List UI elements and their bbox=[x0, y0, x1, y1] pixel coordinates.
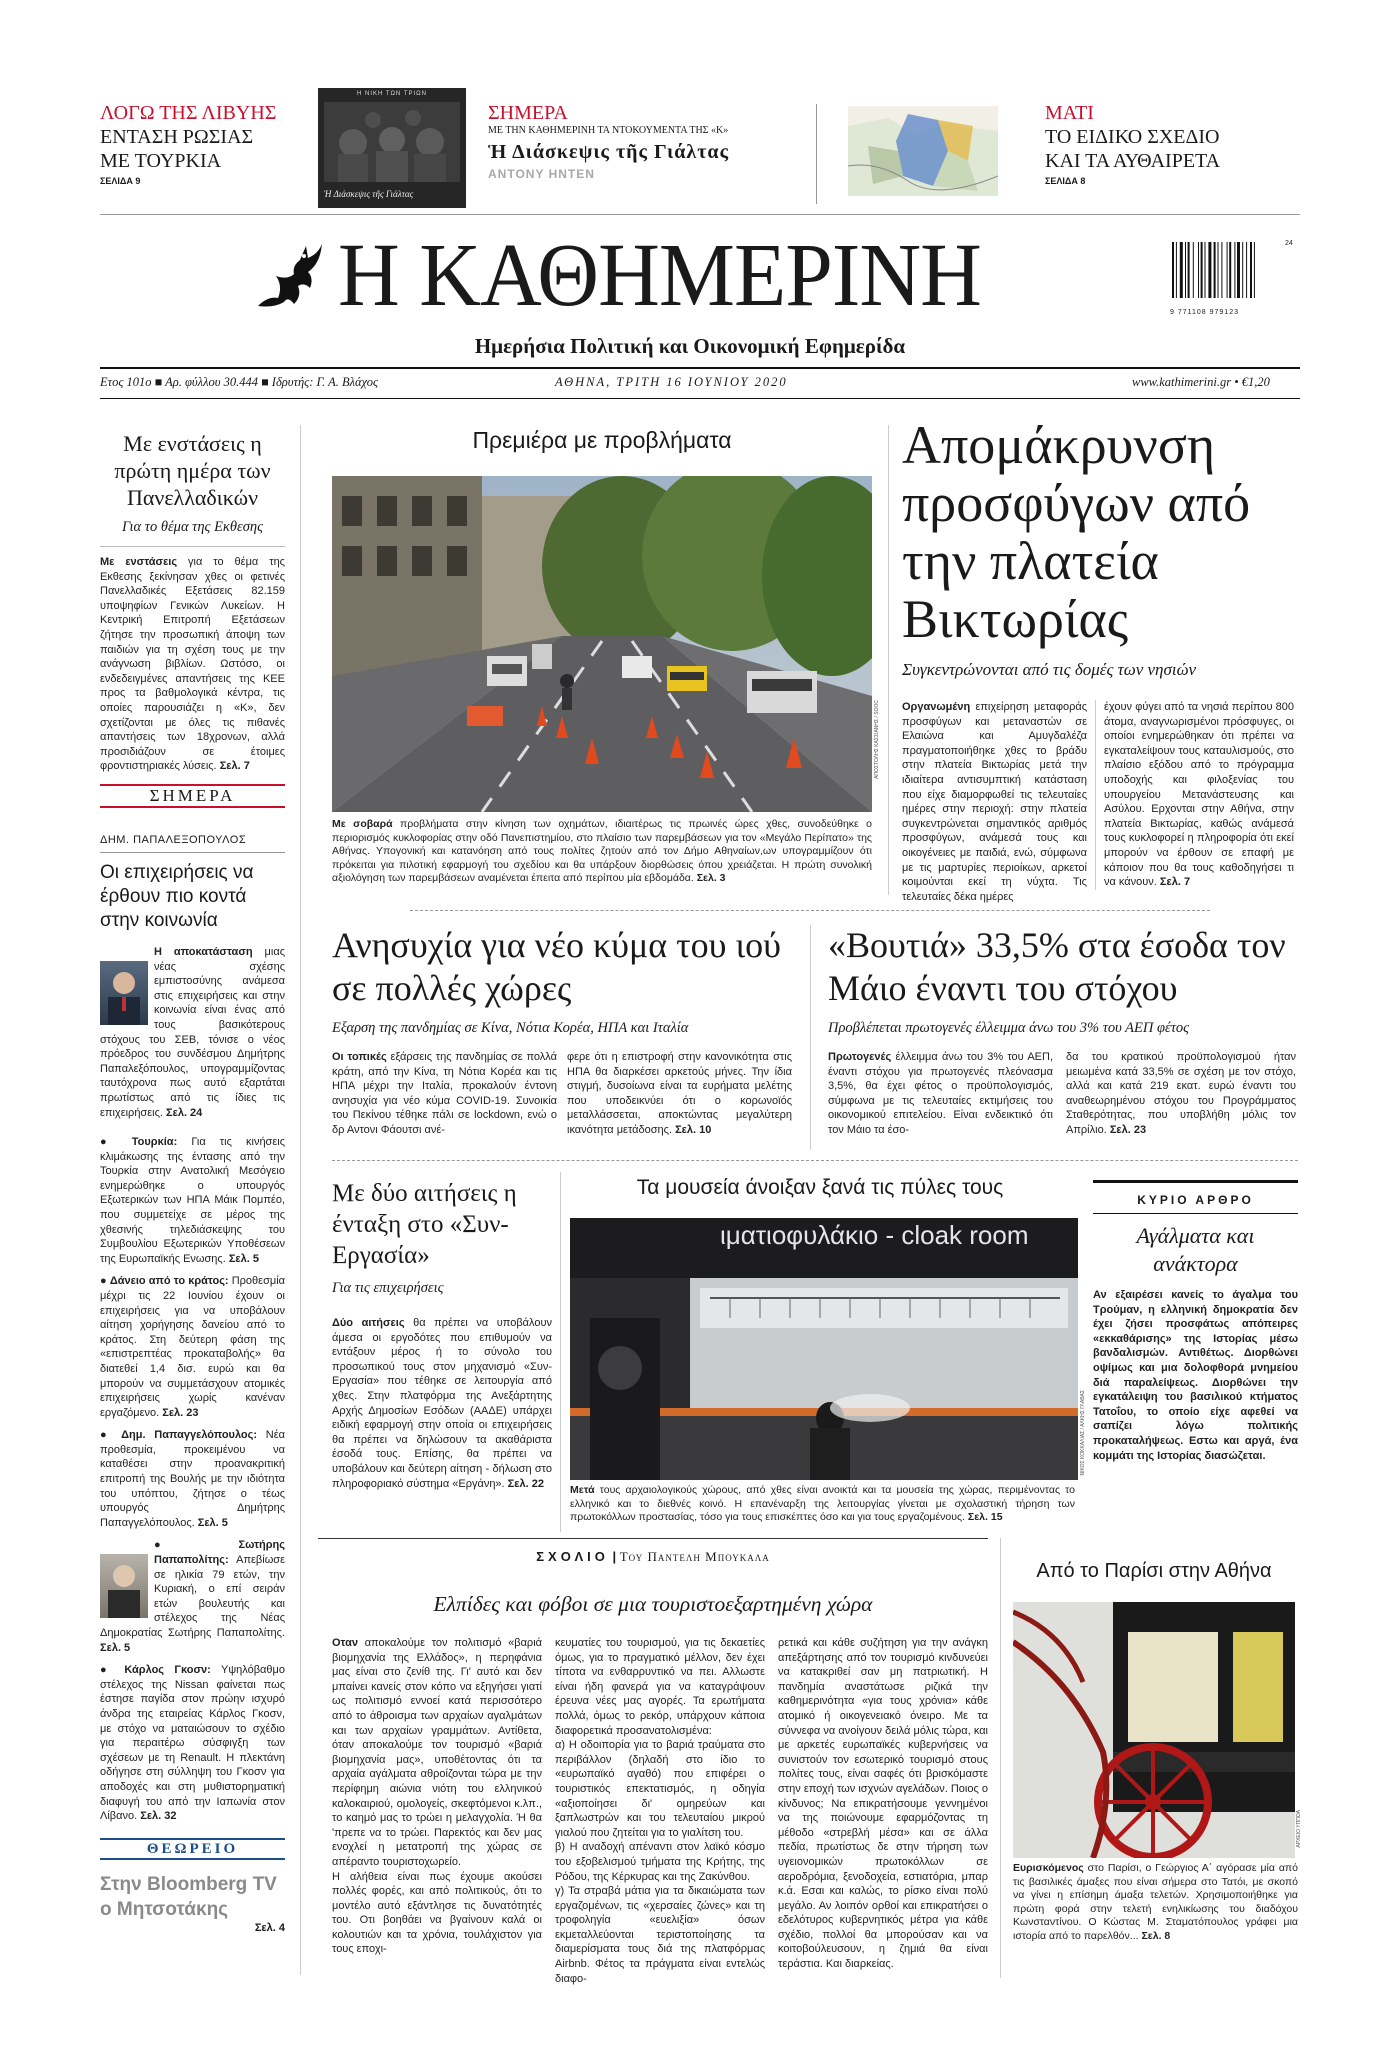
book-cover-top-text: Η ΝΙΚΗ ΤΩΝ ΤΡΙΩΝ bbox=[357, 91, 427, 97]
synergasia-body: Δύο αιτήσεις θα πρέπει να υποβάλουν άμεσα οι εργοδότες που επιθυμούν να εντάξουν μέρος ή το σύνολο του προσωπικού τους στον μηχανισμό «Συν-Εργασία» που τέθηκε σε λειτουργία από χθες. Στην πλατφόρμα της Ανεξάρτητης Αρχής Δημοσίων Εσόδων (ΑΑΔΕ) υπάρχει ειδική εφαρμογή στην οποία οι επιχειρήσεις θα πρέπει να δηλώσουν τα ακαθάριστα έσοδά τους. Επίσης, θα πρέπει να υποβάλουν και δεύτερη αίτηση - δήλωση στο πληροφοριακό σύστημα «Εργάνη». Σελ. 22 bbox=[332, 1317, 552, 1490]
barcode-bar bbox=[1218, 242, 1219, 298]
barcode-bar bbox=[1193, 242, 1194, 298]
barcode-bar bbox=[1250, 242, 1252, 298]
teaser-line: ΚΑΙ ΤΑ ΑΥΘΑΙΡΕΤΑ bbox=[1045, 150, 1221, 172]
theorio-label: ΘΕΩΡΕΙΟ bbox=[146, 1841, 239, 1857]
column-divider bbox=[300, 425, 301, 1975]
story-deck: Για το θέμα της Εκθεσης bbox=[122, 519, 263, 535]
story-headline: Οι επιχειρήσεις να έρθουν πιο κοντά στην κοινωνία bbox=[100, 862, 254, 931]
scholio-author: Του Παντελη Μπουκαλα bbox=[619, 1549, 770, 1564]
section-divider bbox=[332, 1160, 1298, 1161]
masthead-subtitle: Ημερήσια Πολιτική και Οικονομική Εφημερίδα bbox=[474, 334, 906, 358]
cloakroom-sign: ιματιοφυλάκιο - cloak room bbox=[720, 1220, 1029, 1250]
museums-kicker: Τα μουσεία άνοιξαν ξανά τις πύλες τους bbox=[636, 1176, 1004, 1199]
column-divider bbox=[888, 425, 889, 895]
story-body: Η αποκατάσταση μιας νέας σχέσης εμπιστοσύνης ανάμεσα στις επιχειρήσεις και στην κοινωνία είναι ένας από τους βασικότερους στόχους του ΣΕΒ, τόνισε ο νέος πρόεδρος του συνδέσμου Δημήτρης Παπαλεξόπουλος, υπογραμμίζοντας ταυτόχρονα πως αυτό εξαρτάται πρωτίστως από τις ίδιες τις επιχειρήσεις. Σελ. 24 bbox=[100, 946, 285, 1119]
virus-body-col1: Οι τοπικές εξάρσεις της πανδημίας σε πολλά κράτη, από την Κίνα, τη Νότια Κορέα και τις ΗΠΑ μέχρι την Ιταλία, προκαλούν έντονη ανησυχία για νέο κύμα COVID-19. Συνοικία του Πεκίνου τέθηκε πάλι σε lockdown, ενώ ο δρ Αντονι Φάουτσι ανέ- bbox=[332, 1051, 558, 1136]
papapolitis-photo bbox=[100, 1554, 148, 1618]
lead-body-col1: Οργανωμένη επιχείρηση μεταφοράς προσφύγων και μεταναστών σε Ελαιώνα και Αμυγδαλέζα πραγματοποιήθηκε χθες το βράδυ στην πλατεία Βικτωρίας μετά την ιδιαίτερα αντισυμπτική κατάσταση που είχε διαμορφωθεί τις τελευταίες ημέρες στην περιοχή: στην πλατεία συγκεντρώνεται σημαντικός αριθμός προσφύγων, ανάμεσά τους και οικογένειες με παιδιά, ενώ, σύμφωνα με τις μαρτυρίες περιοίκων, αρκετοί κοιμούνται εκεί τη νύχτα. Τις τελευταίες δέκα ημέρες bbox=[902, 701, 1087, 903]
teaser-author: ANTONY HNTEN bbox=[488, 167, 595, 181]
top-rule bbox=[100, 214, 1300, 215]
simera-label: ΣΗΜΕΡΑ bbox=[149, 786, 236, 805]
barcode-bar bbox=[1205, 242, 1206, 298]
bullets-list bbox=[100, 1135, 285, 1824]
virus-body-col2: φερε ότι η επιστροφή στην κανονικότητα στις ΗΠΑ θα διαρκέσει αρκετούς μήνες. Την ίδια στιγμή, δυσοίωνα είναι τα ευρήματα μελέτης που υποδεικνύει ότι ο κορωνοϊός μεταλλάσσεται, αποκτώντας μεγαλύτερη ικανότητα μετάδοσης. Σελ. 10 bbox=[567, 1051, 792, 1136]
teaser-kicker: ΜΑΤΙ bbox=[1045, 102, 1094, 124]
photo-credit: ΑΡΧΕΙΟ ΥΠΠΟΑ bbox=[1296, 1810, 1302, 1848]
teaser-yalta[interactable] bbox=[488, 102, 818, 202]
dateline-center: ΑΘΗΝΑ, ΤΡΙΤΗ 16 ΙΟΥΝΙΟΥ 2020 bbox=[555, 375, 788, 389]
photo-credit: ΑΠΟΣΤΟΛΗΣ ΚΑΣΣΙΑΝΗΣ / SOOC bbox=[874, 700, 880, 779]
scholio-body-col2: κευματίες του τουρισμού, για τις δεκαετίες όμως, για το πραγματικό μέλλον, δεν έχει τίποτα να ενθαρρυντικό να πει. Αλλωστε είναι ήδη φανερά για να καταγράψουν έρευνα νέες μας αγορές. Τα ερωτήματα πολλά, όμως το ρεκόρ, υπάρχουν κάποια διαφορετικά προσανατολισμένα: α) Η οδοιπορία για το βαριά τραύματα στο περιβάλλον (δηλαδή στο ίδιο το «ευρωπαϊκό αγαθό) που επιφέρει ο τουριστικός επεκτατισμός, η οδηγία «αξιοποίησει δι' ομηρεύων και ξαπλωστρών και του τελευταίου μικρού γιαλού που ζητείται για το γιαλίτση του. β) Η αναδοχή απέναντι στον λαϊκό κόσμο του εξοβελισμού τμήματα της Κρήτης, της Ρόδου, της Κέρκυρας και της Ζακύνθου. γ) Τα στραβά μάτια για τα δικαιώματα των εργαζομένων, τις «χερσαίες ζώνες» και τη τροφοληγία «ευελιξία» όσων εκμεταλλεύονται τεριστοποίησης τα διαμερίσματα τους διά της πλατφόρμας Airbnb. Φέτος τα πράγματα είναι εντελώς διαφο- bbox=[555, 1637, 765, 1985]
teaser-page: ΣΕΛΙΔΑ 9 bbox=[100, 176, 141, 186]
barcode-bar bbox=[1208, 242, 1211, 298]
street-photo-image bbox=[332, 476, 872, 812]
barcode bbox=[1170, 242, 1298, 316]
phoenix-logo-icon bbox=[248, 236, 328, 316]
dateline-right: www.kathimerini.gr • €1,20 bbox=[1132, 375, 1270, 389]
teaser-mati[interactable] bbox=[1045, 102, 1285, 197]
photo-kicker: Πρεμιέρα με προβλήματα bbox=[472, 427, 732, 453]
map-image bbox=[848, 106, 998, 196]
synergasia-headline: Με δύο αιτήσεις η ένταξη στο «Συν-Εργασία» bbox=[332, 1180, 517, 1269]
editorial-headline: Αγάλματα και ανάκτορα bbox=[1136, 1223, 1255, 1276]
revenue-body-col2: δα του κρατικού προϋπολογισμού ήταν μειωμένα κατά 33,5% σε σχέση με τον στόχο, αλλά και κατά 219 εκατ. ευρώ έναντι του αναθεωρημένου στόχου του Προγράμματος Σταθερότητας, που υποβλήθη μόλις τον Απρίλιο. Σελ. 23 bbox=[1066, 1051, 1296, 1136]
barcode-bar bbox=[1246, 242, 1247, 298]
revenue-headline: «Βουτιά» 33,5% στα έσοδα τον Μάιο έναντι του στόχου bbox=[828, 925, 1286, 1008]
barcode-bar bbox=[1227, 242, 1228, 298]
teaser-line: ΕΝΤΑΣΗ ΡΩΣΙΑΣ bbox=[100, 126, 254, 148]
book-cover-title: Ἡ Διάσκεψις τῆς Γιάλτας bbox=[324, 189, 414, 199]
barcode-bar bbox=[1229, 242, 1231, 298]
column-divider bbox=[1095, 700, 1096, 890]
barcode-bar bbox=[1185, 242, 1186, 298]
section-divider bbox=[410, 910, 1210, 911]
story-headline: Με ενστάσεις η πρώτη ημέρα των Πανελλαδικών bbox=[114, 431, 271, 510]
virus-deck: Εξαρση της πανδημίας σε Κίνα, Νότια Κορέα, ΗΠΑ και Ιταλία bbox=[332, 1020, 689, 1036]
bullet-item[interactable]: ● Δημ. Παπαγγελόπουλος: Νέα προθεσμία, προκειμένου να καταθέσει στην προανακριτική επιτροπή της Βουλής με την ιδιότητα του υπόπτου, ζήτησε ο τέως υπουργός Δημήτρης Παπαγγελόπουλος. Σελ. 5 bbox=[100, 1429, 286, 1529]
theorio-page: Σελ. 4 bbox=[254, 1922, 285, 1934]
scholio-headline: Ελπίδες και φόβοι σε μια τουριστοεξαρτημένη χώρα bbox=[433, 1592, 873, 1616]
barcode-image bbox=[1170, 242, 1298, 304]
story-sev[interactable] bbox=[100, 834, 285, 1120]
barcode-bar bbox=[1214, 242, 1216, 298]
barcode-bar bbox=[1234, 242, 1235, 298]
barcode-bar bbox=[1254, 242, 1255, 298]
teaser-page: ΣΕΛΙΔΑ 8 bbox=[1045, 176, 1086, 186]
paris-caption: Ευρισκόμενος στο Παρίσι, ο Γεώργιος Α΄ αγόρασε μία από τις βασιλικές άμαξες που είναι σήμερα στο Τατόι, με σκοπό να γίνει η επίσημη άμαξα τελετών. Χρησιμοποιήθηκε για πρώτη φορά στην τελετή ενηλικίωσης του διαδόχου Κωνσταντίνου. Ο Κώστας Μ. Σταματόπουλος γράφει μια ιστορία από το παρελθόν... Σελ. 8 bbox=[1013, 1862, 1298, 1942]
lead-headline: Απομάκρυνση προσφύγων από την πλατεία Βικτωρίας bbox=[902, 415, 1251, 649]
photo-credit: ΝΙΚΟΣ ΚΟΚΚΑΛΙΑΣ / ΑΛΚΗΣ ΓΛΑΒΑΣ bbox=[1080, 1390, 1086, 1476]
paris-kicker: Από το Παρίσι στην Αθήνα bbox=[1036, 1560, 1272, 1582]
barcode-issue: 24 bbox=[1285, 240, 1293, 247]
bullet-item[interactable]: ● Δάνειο από το κράτος: Προθεσμία μέχρι τις 22 Ιουνίου έχουν οι επιχειρήσεις για να υποβάλουν αίτηση χορήγησης δανείου από το κράτος. Στη δεύτερη φάση της «επιστρεπτέας προκαταβολής» θα διατεθεί 1,4 δισ. ευρώ και θα μπορούν να συμμετάσχουν ατομικές επιχειρήσεις χωρίς κανέναν εργαζόμενο. Σελ. 23 bbox=[100, 1275, 285, 1419]
dateline-rule-bottom bbox=[100, 398, 1300, 399]
barcode-bar bbox=[1180, 242, 1183, 298]
barcode-bar bbox=[1221, 242, 1222, 298]
story-byline: ΔΗΜ. ΠΑΠΑΛΕΞΟΠΟΥΛΟΣ bbox=[100, 834, 247, 846]
masthead-title: Η ΚΑΘΗΜΕΡΙΝΗ bbox=[338, 226, 981, 325]
yalta-book-cover[interactable] bbox=[318, 88, 466, 208]
teaser-libya[interactable] bbox=[100, 102, 300, 197]
lead-deck: Συγκεντρώνονται από τις δομές των νησιών bbox=[902, 660, 1196, 679]
editorial-box[interactable] bbox=[1093, 1180, 1298, 1520]
column-divider bbox=[1000, 1538, 1001, 1978]
museum-photo[interactable] bbox=[570, 1218, 1078, 1480]
barcode-bar bbox=[1242, 242, 1243, 298]
bullet-item[interactable]: ● Τουρκία: Για τις κινήσεις κλιμάκωσης της έντασης από την Τουρκία στην Ανατολική Μεσόγειο ενημερώθηκε ο υπουργός Εξωτερικών των ΗΠΑ Μάικ Πομπέο, που συμμετείχε σε μέρος της χθεσινής τηλεδιάσκεψης του Συμβουλίου Εξωτερικών Υποθέσεων της Ευρωπαϊκής Ενωσης. Σελ. 5 bbox=[100, 1136, 285, 1265]
barcode-bar bbox=[1237, 242, 1240, 298]
divider bbox=[816, 104, 817, 204]
mati-map[interactable] bbox=[848, 106, 998, 196]
barcode-bar bbox=[1188, 242, 1190, 298]
divider bbox=[1093, 1213, 1298, 1214]
column-divider bbox=[560, 1172, 561, 1532]
portrait-image bbox=[100, 961, 148, 1025]
barcode-bar bbox=[1172, 242, 1174, 298]
carriage-photo-image bbox=[1013, 1602, 1295, 1858]
masthead-logo-icon bbox=[248, 236, 328, 316]
barcode-bar bbox=[1198, 242, 1199, 298]
column-divider bbox=[810, 925, 811, 1150]
teaser-line: ΤΟ ΕΙΔΙΚΟ ΣΧΕΔΙΟ bbox=[1045, 126, 1220, 148]
dateline-rule-top bbox=[100, 367, 1300, 369]
theorio-headline: Στην Bloomberg TV ο Μητσοτάκης bbox=[100, 1874, 277, 1920]
barcode-bar bbox=[1176, 242, 1177, 298]
scholio-body-col3: ρετικά και κάθε συζήτηση για την ανάγκη απεξάρτησης από τον τουρισμό κινδυνεύει να κατακριθεί σαν μη πατριωτική. Η πανδημία αναστάτωσε ριζικά την καθημερινότητα «για τους χρόνια» κάθε ατομικό ή οικογενειακό όνειρο. Με τα σύννεφα να ανοίγουν δειλά μόλις τώρα, και με αρκετές ευρωπαϊκές κυβερνήσεις να συνιστούν τον εσωτερικό τουρισμό στους πολίτες τους, είναι σαφές ότι βρισκόμαστε στην εποχή των ισχνών αγελάδων. Ποιος ο κίνδυνος; Να επικρατήσουμε γεννημένοι να της ποιώνουμε εφαρμόζοντας τη μέθοδο «στρεβλή μέσα» και σε άλλα πεδία, πρωτίστως δε στην τήρηση των υγειονομικών πρωτοκόλλων σε αεροδρόμια, ξενοδοχεία, εστιατόρια, μπαρ κ.ά. Εσαι και καλώς, το ρίσκο είναι πολύ μεγάλο. Αν λοιπόν ορθοί και επικρατήσει ο εδελότυρος κυβερνητικός μέτρα για κάθε σχέδιο, πολλοί θα μπορούσαν και να κοιτοβούλευσουν, η ζημιά θα είναι τεράστια. Και διαρκείας. bbox=[778, 1637, 988, 1971]
scholio-rule-top bbox=[318, 1538, 988, 1539]
divider bbox=[100, 546, 285, 547]
barcode-bar bbox=[1201, 242, 1203, 298]
bullet-item[interactable]: ● Σωτήρης Παπαπολίτης: Απεβίωσε σε ηλικία 79 ετών, την Κυριακή, ο επί σειράν ετών βουλευτής και στέλεχος της Νέας Δημοκρατίας Σωτήρης Παπαπολίτης. Σελ. 5 bbox=[100, 1539, 285, 1654]
photo-caption: Με σοβαρά προβλήματα στην κίνηση των οχημάτων, ιδιαιτέρως τις πρωινές ώρες χθες, συνοδεύθηκε ο περιορισμός κυκλοφορίας στην οδό Πανεπιστημίου, στο πλαίσιο των παρεμβάσεων για τον «Μεγάλο Περίπατο» της Αθήνας. Υπογονική και κατανόηση από τους πολίτες ζητούν από τον Δήμο Αθηναίων,ων υπογραμμίζουν ότι πρόκειται για πιλοτική εφαρμογή του σχεδίου και θα υπάρξουν διορθώσεις όπου χρειάζεται. Η πρώτη συνολική αξιολόγηση των παρεμβάσεων αναμένεται έπειτα από περίπου μία εβδομάδα. Σελ. 3 bbox=[332, 818, 873, 885]
virus-headline: Ανησυχία για νέο κύμα του ιού σε πολλές χώρες bbox=[332, 925, 781, 1008]
simera-label-box bbox=[100, 784, 285, 808]
scholio-body-col1: Οταν αποκαλούμε τον πολιτισμό «βαριά βιομηχανία της Ελλάδος», η περηφάνια μας είναι στο ζενίθ της. Γι' αυτό και δεν μπαίνει κανείς στον κόπο να εξηγήσει γιατί ως πολιτισμό εννοεί κατά περισσότερο από το άθροισμα των αρχαίων αγαλμάτων και των αρχαίων γραμμάτων. Αντίθετα, όταν αποκαλούμε τον τουρισμό «βαριά βιομηχανία μας», υποθέτοντας ότι τα αρχαία αγάλματα αθροίζονται τώρα με την περίφημη αιώνια νιότη του ελληνικού καλοκαιριού, ομολογείς, σκεφτόμενοι κ.λπ., το καημό μας το τρώει η μελαγχολία. Ή θα 'πρεπε να το τρώει. Παρεκτός και δεν μας ενοχλεί η μετατροπή της χώρας σε απέραντο τουριστοχωρείο. Η αλήθεια είναι πως έχουμε ακούσει πολλές φορές, και από πολιτικούς, ότι το μοντέλο αυτό εξάντλησε τις δυνατότητές του. Οτι βοηθάει να βγαίνουν καλά οι κολουτιών και τα χρόνια, τουλάχιστον για τους εποχι- bbox=[332, 1637, 542, 1956]
theorio-story[interactable] bbox=[100, 1872, 285, 1934]
divider bbox=[100, 852, 285, 853]
papalexopoulos-photo bbox=[100, 961, 148, 1025]
scholio-label-row bbox=[318, 1548, 988, 1566]
revenue-body-col1: Πρωτογενές έλλειμμα άνω του 3% του ΑΕΠ, έναντι στόχου για πρωτογενές πλεόνασμα 3,5%, θα έχει φέτος ο προϋπολογισμός, σύμφωνα με τις τελευταίες εκτιμήσεις του οικονομικού επιτελείου. Είναι ενδεικτικό ότι τον Μάιο τα έσο- bbox=[828, 1051, 1053, 1136]
lead-body-col2: έχουν φύγει από τα νησιά περίπου 800 άτομα, αναγνωρισμένοι πρόσφυγες, οι οποίοι ενημερώθηκαν ότι πρέπει να εγκαταλείψουν τους καταυλισμούς, στο πλαίσιο εξόδου από το πρόγραμμα υποδοχής και φιλοξενίας του υπουργείου Μετανάστευσης και Ασύλου. Ερχονται στην Αθήνα, στην πλατεία Βικτωρίας, καθώς ανάμεσά τους κυκλοφορεί η πληροφορία ότι εκεί μπορούν να έρθουν σε επαφή με κάποιον που θα τους καθοδηγήσει τι να κάνουν. Σελ. 7 bbox=[1104, 701, 1294, 889]
synergasia-deck: Για τις επιχειρήσεις bbox=[332, 1280, 444, 1296]
editorial-label: ΚΥΡΙΟ ΑΡΘΡΟ bbox=[1137, 1193, 1254, 1207]
bullet-item[interactable]: ● Κάρλος Γκοσν: Υψηλόβαθμο στέλεχος της Nissan φαίνεται πως έστησε παγίδα στον πρώην ισχυρό άνδρα της εταιρείας Κάρλος Γκοσν, με στόχο να ματαιώσουν το σχέδιο για περαιτέρω σύσφιγξη των σχέσεων με τη Renault. Η πλεκτάνη οδήγησε στη σύλληψη του Γκοσν για αποδοχές και στη μυθιστορηματική διαφυγή του από την Ιαπωνία στον Λίβανο. Σελ. 32 bbox=[100, 1664, 285, 1823]
panepistimiou-photo[interactable] bbox=[332, 476, 872, 812]
dateline-left: Ετος 101ο ■ Αρ. φύλλου 30.444 ■ Ιδρυτής: Γ. Α. Βλάχος bbox=[100, 375, 379, 389]
scholio-separator: | bbox=[608, 1549, 620, 1564]
museum-caption: Μετά τους αρχαιολογικούς χώρους, από χθες είναι ανοικτά και τα μουσεία της χώρας, περιμένοντας το ελληνικό και το διεθνές κοινό. Η επανέναρξη της λειτουργίας γίνεται με σχολαστική τήρηση των πρωτοκόλλων προστασίας, τόσο για τους επισκέπτες όσο και για τους εργαζομένους. Σελ. 15 bbox=[570, 1484, 1075, 1524]
carriage-photo[interactable] bbox=[1013, 1602, 1295, 1858]
teaser-kicker: ΣΗΜΕΡΑ bbox=[488, 102, 568, 124]
teaser-title: Ἡ Διάσκεψις τῆς Γιάλτας bbox=[488, 141, 730, 163]
museum-photo-image bbox=[570, 1218, 1078, 1480]
theorio-label-box bbox=[100, 1838, 285, 1860]
story-panhellenic[interactable] bbox=[100, 430, 285, 774]
teaser-line: ΜΕ ΤΟΥΡΚΙΑ bbox=[100, 150, 222, 172]
teaser-sub: ΜΕ ΤΗΝ ΚΑΘΗΜΕΡΙΝΗ ΤΑ ΝΤΟΚΟΥΜΕΝΤΑ ΤΗΣ «Κ» bbox=[488, 125, 729, 136]
teaser-kicker: ΛΟΓΩ ΤΗΣ ΛΙΒΥΗΣ bbox=[100, 102, 277, 124]
editorial-body: Αν εξαιρέσει κανείς το άγαλμα του Τρούμαν, η ελληνική δημοκρατία δεν έχει ζήσει προσφάτως απόπειρες «εκκαθάρισης» της Ιστορίας μέσω βανδαλισμών. Αντιθέτως. Διορθώνει οψίμως και μια δολοφθορά μνημείου διά παραλείψεως. Διορθώνει την εγκατάλειψη του βασιλικού κτήματος Τατοΐου, το οποίο είχε αφεθεί να σαπίζει λόγω πολιτικής προκαταλήψεως. Εστω και αργά, ένα κομμάτι της Ιστορίας διασώζεται. bbox=[1093, 1289, 1298, 1462]
barcode-number: 9 771108 979123 bbox=[1170, 309, 1239, 316]
revenue-deck: Προβλέπεται πρωτογενές έλλειμμα άνω του 3% του ΑΕΠ φέτος bbox=[828, 1020, 1190, 1036]
scholio-label: ΣΧΟΛΙΟ bbox=[536, 1549, 609, 1564]
portrait-image bbox=[100, 1554, 148, 1618]
story-body: Με ενστάσεις για το θέμα της Εκθεσης ξεκίνησαν χθες οι φετινές Πανελλαδικές Εξετάσεις 82.159 υποψηφίων Γενικών Λυκείων. Η Κεντρική Επιτροπή Εξετάσεων ζήτησε την προσωπική άποψη των παιδιών για τη σχέση τους με την ανάγνωση βιβλίων. Ωστόσο, οι ενδεδειγμένες απαντήσεις της ΚΕΕ προς τα βαθμολογικά κέντρα, τις οποίες παρουσιάζει η «Κ», δεν σχετίζονται με όλες τις πιθανές απαντήσεις των 18χρονων, αλλά προσιδιάζουν σε έτοιμες φροντιστηριακές λύσεις. Σελ. 7 bbox=[100, 556, 285, 773]
